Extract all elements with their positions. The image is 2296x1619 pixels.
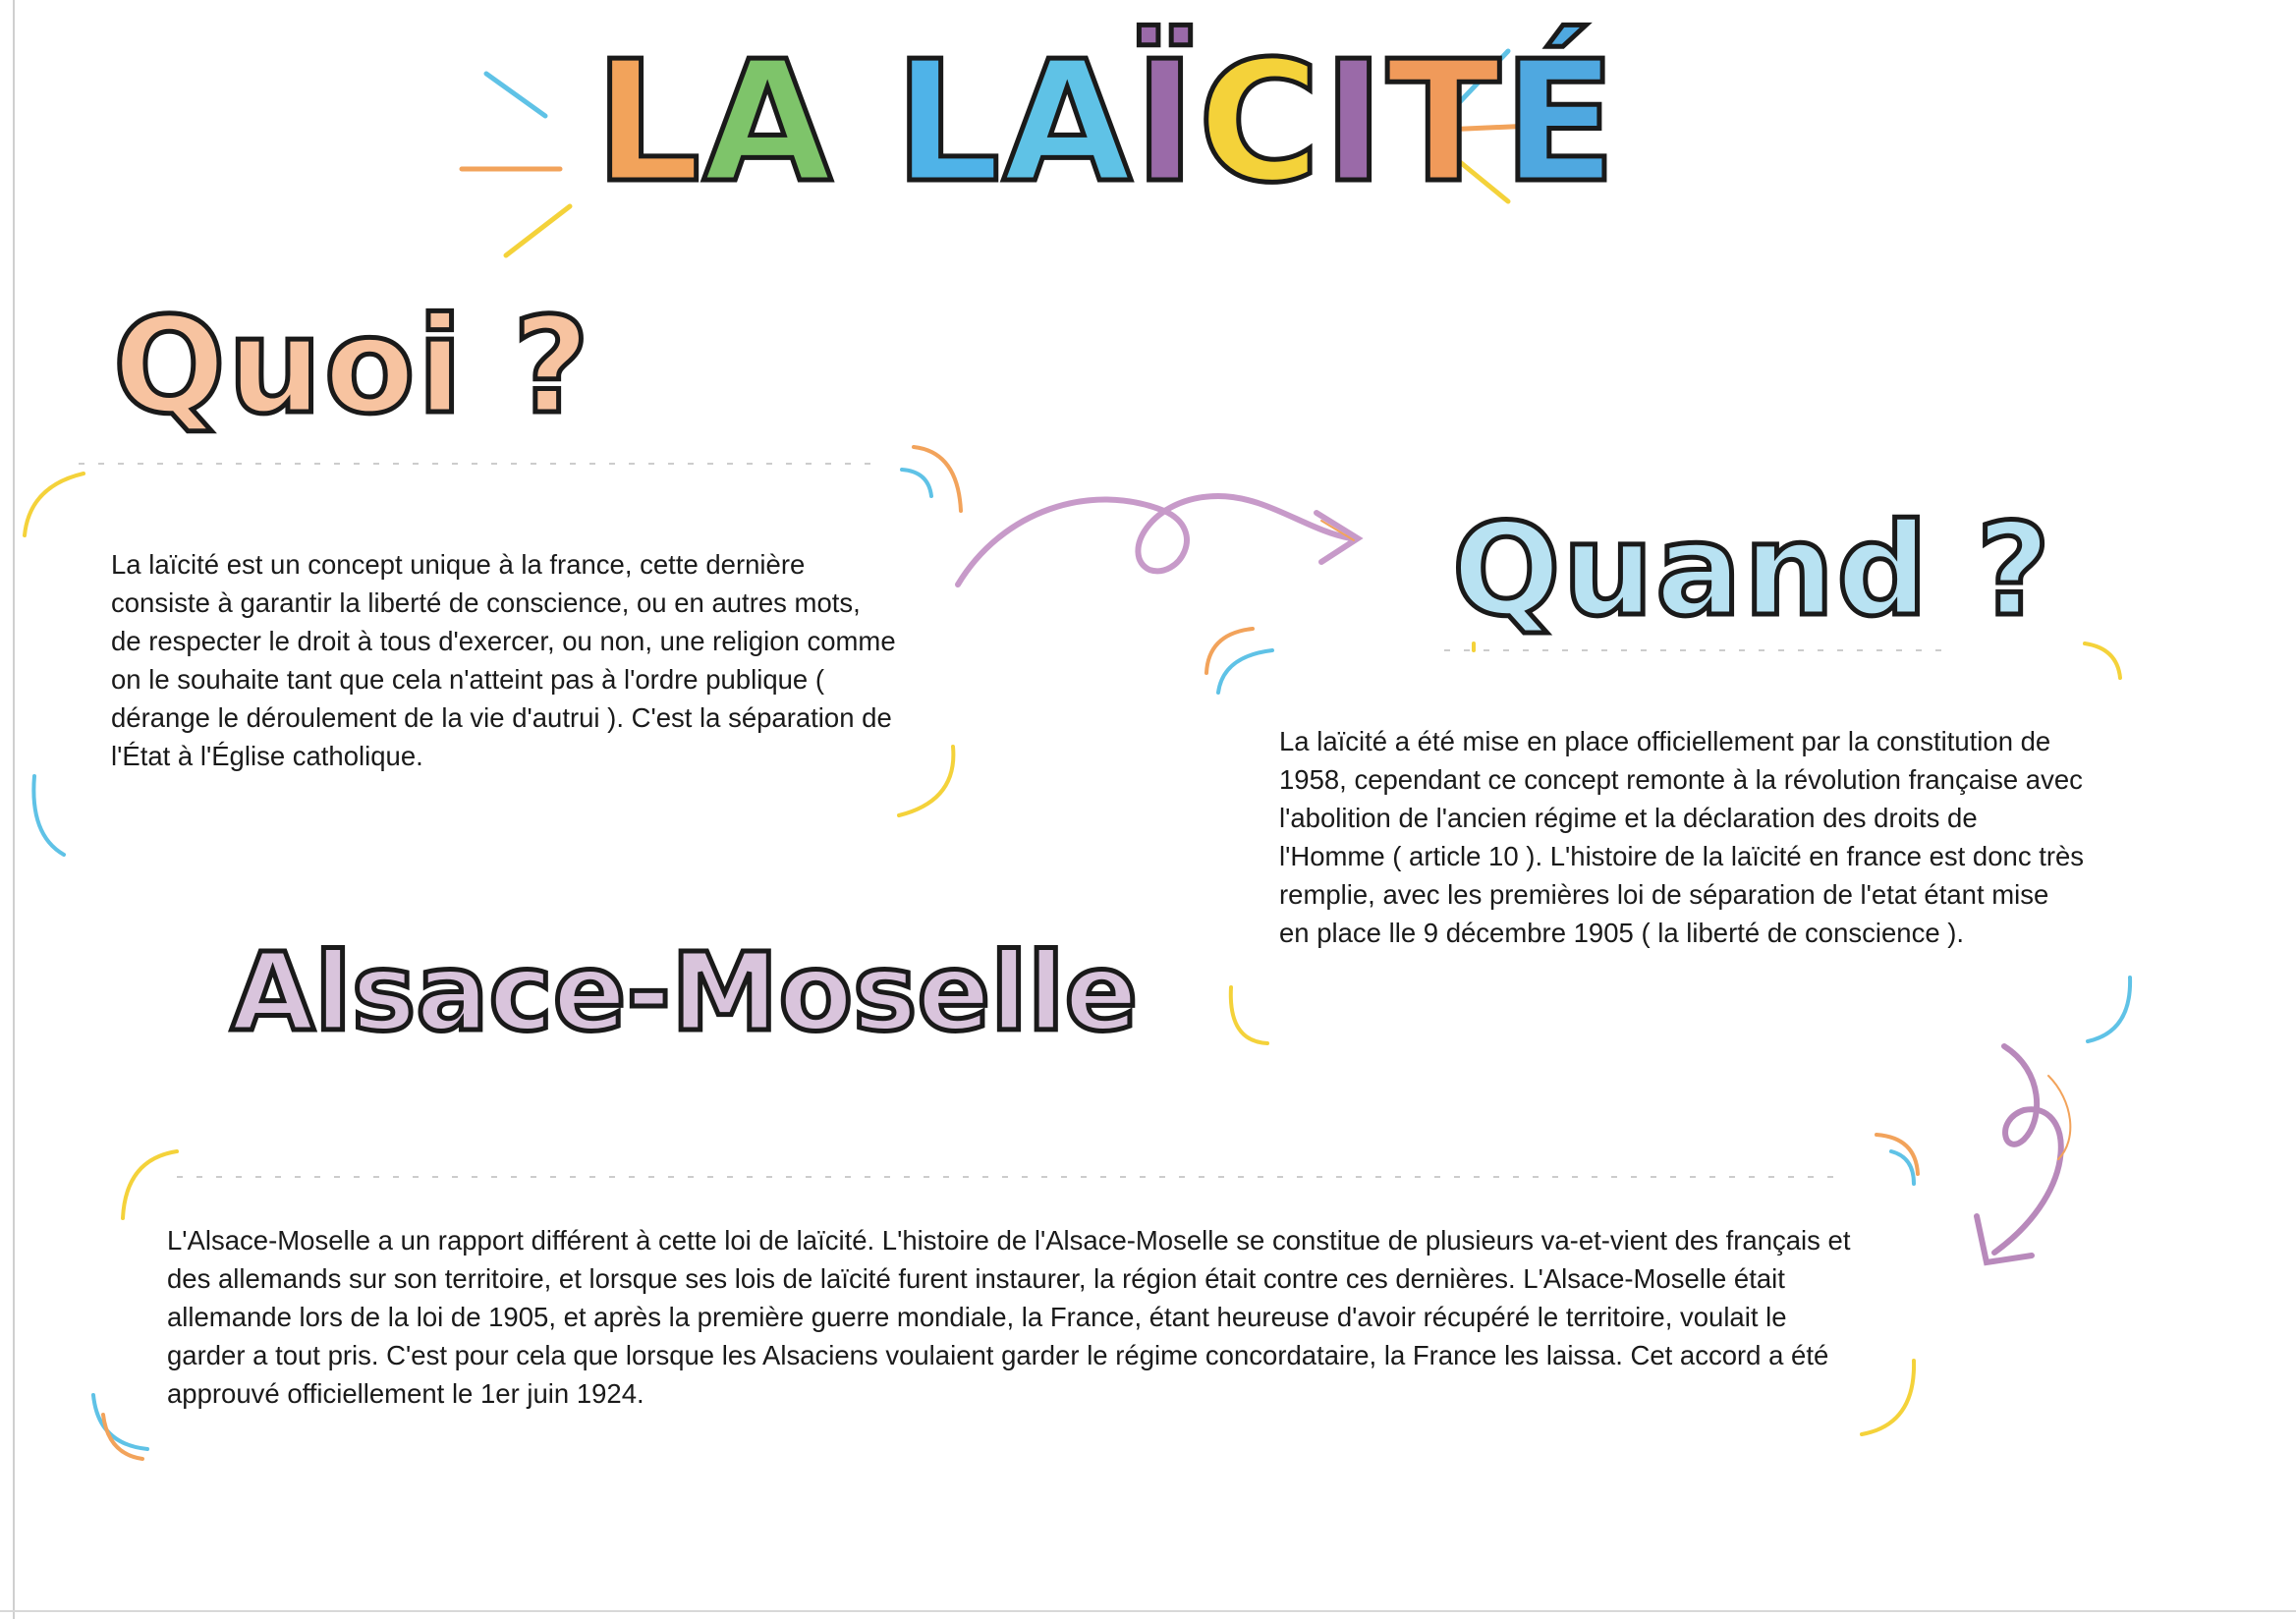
- page-title: [594, 26, 1619, 220]
- quand-paragraph: La laïcité a été mise en place officiellement par la constitution de 1958, cependant ce concept remonte à la révolution française avec l'abolition de l'ancien régime et la déclaration des droits de l'Homme ( article 10 ). L'histoire de la laïcité en france est donc très remplie, avec les premières loi de séparation de l'etat étant mise en place lle 9 décembre 1905 ( la liberté de conscience ).: [1279, 726, 2085, 948]
- title-letter: L: [594, 26, 703, 220]
- title-letter: T: [1386, 26, 1503, 220]
- alsace-moselle-paragraph: L'Alsace-Moselle a un rapport différent à cette loi de laïcité. L'histoire de l'Alsace-Moselle se constitue de plusieurs va-et-vient des français et des allemands sur son territoire, et lorsque ses lois de laïcité furent instaurer, la région était contre ces dernières. L'Alsace-Moselle était allemande lors de la loi de 1905, et après la première guerre mondiale, la France, étant heureuse d'avoir récupéré le territoire, voulait le garder a tout pris. C'est pour cela que lorsque les Alsaciens voulaient garder le régime concordataire, la France les laissa. Cet accord a été approuvé officiellement le 1er juin 1924.: [167, 1225, 1851, 1409]
- title-letter: I: [1322, 26, 1387, 220]
- title-letter: A: [1002, 26, 1134, 220]
- curly-arrow-down-icon: [1977, 1046, 2070, 1262]
- quand-heading: Quand ?: [1452, 495, 2053, 644]
- alsace-moselle-heading: Alsace-Moselle: [231, 929, 1139, 1055]
- title-letter: Ï: [1134, 26, 1199, 220]
- curly-arrow-right-icon: [958, 496, 1358, 585]
- title-letter: A: [702, 26, 834, 220]
- quoi-heading: Quoi ?: [113, 289, 592, 443]
- quoi-paragraph: La laïcité est un concept unique à la france, cette dernière consiste à garantir la liberté de conscience, ou en autres mots, de respecter le droit à tous d'exercer, ou non, une religion comme on le souhaite tant que cela n'atteint pas à l'ordre publique ( dérange le déroulement de la vie d'autrui ). C'est la séparation de l'État à l'Église catholique.: [111, 549, 896, 771]
- title-letter: L: [894, 26, 1003, 220]
- title-letter: É: [1502, 26, 1619, 220]
- title-letter: [834, 26, 894, 220]
- title-letter: C: [1198, 26, 1323, 220]
